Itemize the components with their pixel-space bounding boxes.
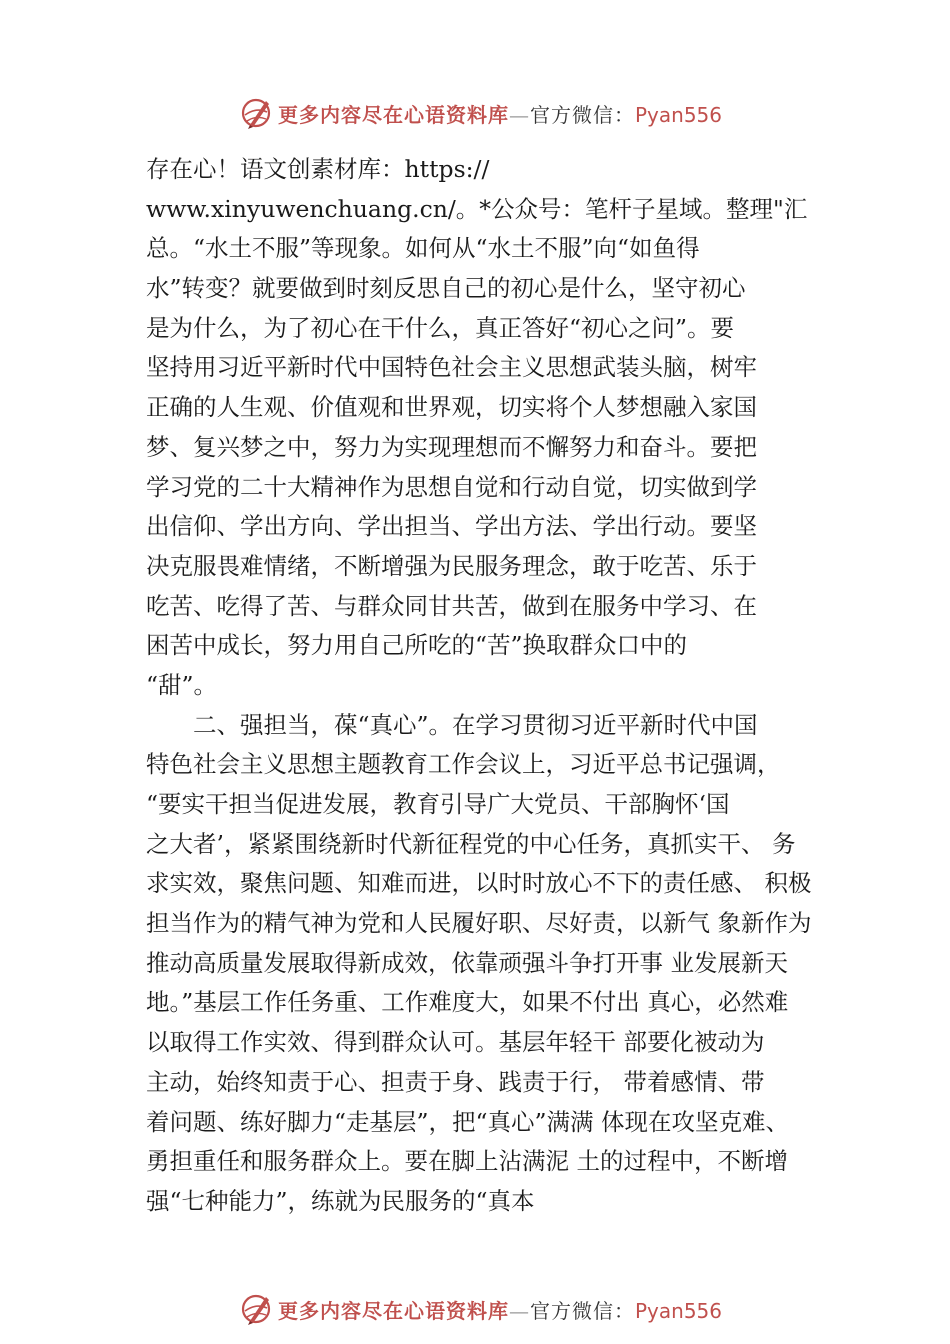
text-line: 主动，始终知责于心、担责于身、践责于行， 带着感情、带 (146, 1067, 765, 1096)
text-line: 担当作为的精气神为党和人民履好职、尽好责，以新气 象新作为 (146, 909, 812, 938)
text-line: 正确的人生观、价值观和世界观，切实将个人梦想融入家国 (146, 393, 757, 422)
text-line: 地。”基层工作任务重、工作难度大，如果不付出 真心，必然难 (146, 988, 789, 1017)
text-line: 着问题、练好脚力“走基层”，把“真心”满满 体现在攻坚克难、 (146, 1107, 790, 1136)
text-line: 勇担重任和服务群众上。要在脚上沾满泥 土的过程中，不断增 (146, 1147, 788, 1176)
body-text (146, 150, 846, 1222)
text-line: 二、强担当，葆“真心”。在学习贯彻习近平新时代中国 (146, 710, 758, 739)
text-line: 水”转变？就要做到时刻反思自己的初心是什么，坚守初心 (146, 274, 746, 303)
banner-wechat-id: Pyan556 (635, 1298, 723, 1323)
text-line: 出信仰、学出方向、学出担当、学出方法、学出行动。要坚 (146, 512, 757, 541)
banner-wechat-label: 官方微信： (530, 102, 635, 127)
pen-globe-logo-icon (238, 95, 274, 131)
text-line: 困苦中成长，努力用自己所吃的“苦”换取群众口中的 (146, 631, 688, 660)
text-line: 坚持用习近平新时代中国特色社会主义思想武装头脑，树牢 (146, 353, 757, 382)
banner-title: 更多内容尽在心语资料库 (278, 1298, 509, 1323)
text-line: 以取得工作实效、得到群众认可。基层年轻干 部要化被动为 (146, 1028, 765, 1057)
text-line: 推动高质量发展取得新成效，依靠顽强斗争打开事 业发展新天 (146, 948, 788, 977)
text-line: 之大者’，紧紧围绕新时代新征程党的中心任务，真抓实干、 务 (146, 829, 796, 858)
banner-wechat-label: 官方微信： (530, 1298, 635, 1323)
banner-text (278, 1295, 722, 1324)
text-line: 特色社会主义思想主题教育工作会议上，习近平总书记强调， (146, 750, 781, 779)
text-line: 是为什么，为了初心在干什么，真正答好“初心之问”。要 (146, 313, 735, 342)
banner-title: 更多内容尽在心语资料库 (278, 102, 509, 127)
text-line: 吃苦、吃得了苦、与群众同甘共苦，做到在服务中学习、在 (146, 591, 757, 620)
text-line: 求实效，聚焦问题、知难而进，以时时放心不下的责任感、 积极 (146, 869, 812, 898)
text-line: www.xinyuwenchuang.cn/。*公众号：笔杆子星域。整理"汇 (146, 194, 808, 223)
header-banner (238, 94, 722, 132)
text-line: 存在心！语文创素材库：https:// (146, 155, 490, 183)
banner-wechat-id: Pyan556 (635, 102, 723, 127)
text-line: “要实干担当促进发展，教育引导广大党员、干部胸怀‘国 (146, 790, 730, 818)
banner-dash: — (509, 1298, 530, 1323)
text-line: 总。“水土不服”等现象。如何从“水土不服”向“如鱼得 (146, 234, 700, 263)
banner-text (278, 99, 722, 128)
pen-globe-logo-icon (238, 1291, 274, 1327)
banner-dash: — (509, 102, 530, 127)
text-line: 梦、复兴梦之中，努力为实现理想而不懈努力和奋斗。要把 (146, 432, 757, 461)
footer-banner (238, 1290, 722, 1328)
text-line: 强“七种能力”，练就为民服务的“真本 (146, 1186, 535, 1215)
text-line: “甜”。 (146, 670, 218, 699)
text-line: 学习党的二十大精神作为思想自觉和行动自觉，切实做到学 (146, 472, 757, 501)
text-line: 决克服畏难情绪，不断增强为民服务理念，敢于吃苦、乐于 (146, 551, 757, 580)
